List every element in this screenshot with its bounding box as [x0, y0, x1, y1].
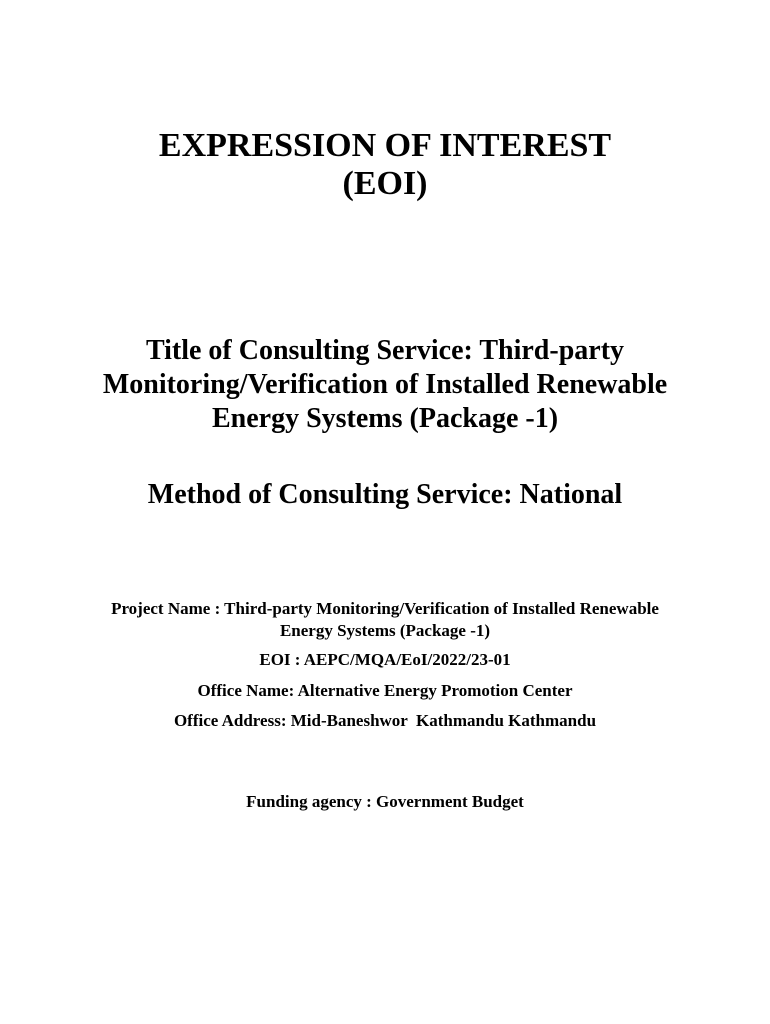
service-title-line: Monitoring/Verification of Installed Renewable — [102, 369, 668, 400]
office-name: Office Name: Alternative Energy Promotion Center — [197, 681, 573, 700]
heading-line: EXPRESSION OF INTEREST — [158, 127, 612, 164]
service-title-line: Energy Systems (Package -1) — [211, 403, 559, 434]
consulting-method: Method of Consulting Service: National — [147, 479, 623, 510]
project-name-line: Energy Systems (Package -1) — [279, 621, 491, 640]
heading-line: (EOI) — [342, 165, 428, 202]
office-address: Office Address: Mid-Baneshwor Kathmandu Kathmandu — [173, 711, 597, 730]
consulting-service-title — [40, 334, 730, 436]
document-heading — [40, 127, 730, 203]
funding-agency: Funding agency : Government Budget — [246, 792, 524, 811]
eoi-reference: EOI : AEPC/MQA/EoI/2022/23-01 — [259, 650, 511, 669]
service-title-line: Title of Consulting Service: Third-party — [145, 335, 625, 366]
project-name-line: Project Name : Third-party Monitoring/Verification of Installed Renewable — [111, 599, 659, 618]
project-name — [30, 598, 740, 642]
